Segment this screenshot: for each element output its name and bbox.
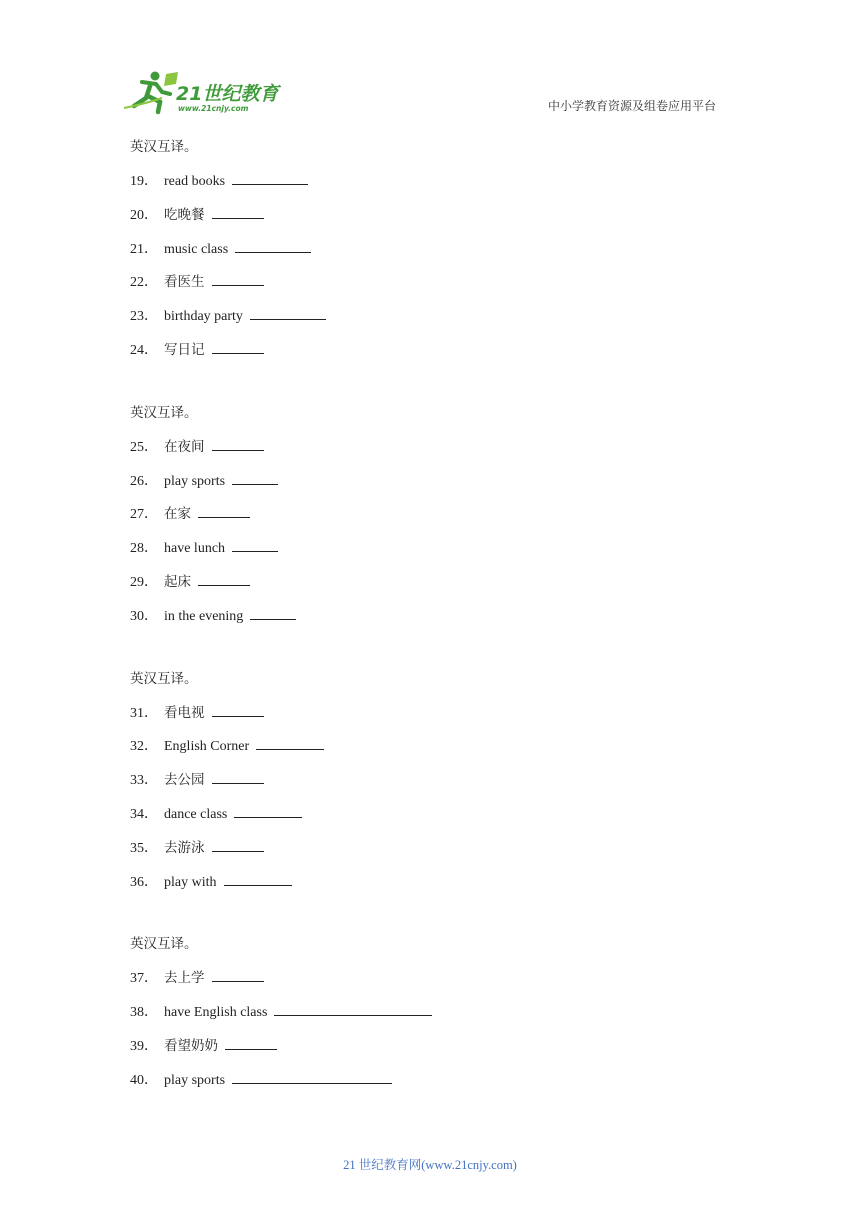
exercise-section [130,402,770,639]
item-text: 写日记 [164,341,205,358]
answer-blank[interactable] [224,871,292,886]
answer-blank[interactable] [212,967,264,982]
item-number: 39． [130,1038,158,1054]
answer-blank[interactable] [274,1001,432,1016]
answer-blank[interactable] [212,837,264,852]
section-title: 英汉互译。 [130,936,198,953]
exercise-item [130,339,770,373]
item-text: 去公园 [164,772,205,789]
item-number: 34． [130,806,158,822]
item-number: 24． [130,342,158,358]
section-title: 英汉互译。 [130,670,198,687]
exercise-item [130,967,770,1001]
item-text: music class [164,241,229,257]
answer-blank[interactable] [225,1035,277,1050]
page-header [0,0,860,125]
item-text: 去游泳 [164,839,205,856]
item-text: in the evening [164,608,244,624]
exercise-item [130,837,770,871]
item-text: dance class [164,806,228,822]
exercise-item [130,238,770,272]
item-text: 起床 [164,573,191,590]
item-text: birthday party [164,309,243,325]
exercise-item [130,305,770,339]
logo-url: www.21cnjy.com [178,104,249,113]
answer-blank[interactable] [235,238,311,253]
item-text: 看医生 [164,274,205,291]
item-number: 38． [130,1005,158,1021]
exercise-item [130,871,770,905]
exercise-item [130,470,770,504]
answer-blank[interactable] [232,537,278,552]
exercise-item [130,769,770,803]
exercise-section [130,136,770,373]
item-text: 吃晚餐 [164,206,205,223]
answer-blank[interactable] [232,1069,392,1084]
item-number: 19． [130,174,158,189]
exercise-item [130,605,770,639]
exercise-item [130,537,770,571]
answer-blank[interactable] [212,436,264,451]
exercise-content [130,136,770,1103]
item-text: read books [164,174,226,189]
exercise-item [130,702,770,736]
item-text: have English class [164,1005,268,1021]
item-text: 看望奶奶 [164,1037,218,1054]
item-number: 20． [130,207,158,223]
item-text: play sports [164,473,226,489]
item-number: 23． [130,309,158,325]
platform-title: 中小学教育资源及组卷应用平台 [548,99,717,113]
answer-blank[interactable] [232,470,278,485]
answer-blank[interactable] [250,305,326,320]
exercise-item [130,170,770,204]
item-number: 35． [130,840,158,856]
answer-blank[interactable] [198,503,250,518]
item-text: 去上学 [164,970,205,987]
item-text: English Corner [164,739,250,755]
exercise-item [130,271,770,305]
item-number: 25． [130,439,158,455]
item-number: 36． [130,874,158,890]
exercise-item [130,1069,770,1103]
item-number: 27． [130,507,158,523]
exercise-item [130,436,770,470]
exercise-section [130,933,770,1102]
exercise-item [130,1001,770,1035]
answer-blank[interactable] [198,571,250,586]
answer-blank[interactable] [212,702,264,717]
answer-blank[interactable] [250,605,296,620]
exercise-item [130,503,770,537]
item-number: 33． [130,773,158,789]
item-number: 30． [130,608,158,624]
logo-21cnjy [122,68,292,118]
item-number: 26． [130,473,158,489]
item-number: 31． [130,705,158,721]
section-title: 英汉互译。 [130,139,198,155]
item-number: 40． [130,1072,158,1088]
footer-link[interactable]: 21 世纪教育网(www.21cnjy.com) [343,1158,517,1172]
exercise-item [130,803,770,837]
exercise-item [130,204,770,238]
exercise-section [130,668,770,905]
answer-blank[interactable] [232,170,308,185]
answer-blank[interactable] [212,769,264,784]
item-number: 28． [130,541,158,557]
item-text: 在夜间 [164,438,205,455]
answer-blank[interactable] [234,803,302,818]
answer-blank[interactable] [212,339,264,354]
exercise-item [130,1035,770,1069]
item-number: 22． [130,275,158,291]
answer-blank[interactable] [256,735,324,750]
section-title: 英汉互译。 [130,404,198,421]
item-text: have lunch [164,541,226,557]
item-number: 21． [130,241,158,257]
exercise-item [130,735,770,769]
item-text: 在家 [164,506,191,523]
item-number: 37． [130,971,158,987]
item-number: 32． [130,739,158,755]
answer-blank[interactable] [212,271,264,286]
item-text: 看电视 [164,704,205,721]
item-text: play with [164,874,217,890]
exercise-item [130,571,770,605]
item-number: 29． [130,574,158,590]
item-text: play sports [164,1072,226,1088]
logo-text: 21世纪教育 [176,83,279,105]
answer-blank[interactable] [212,204,264,219]
